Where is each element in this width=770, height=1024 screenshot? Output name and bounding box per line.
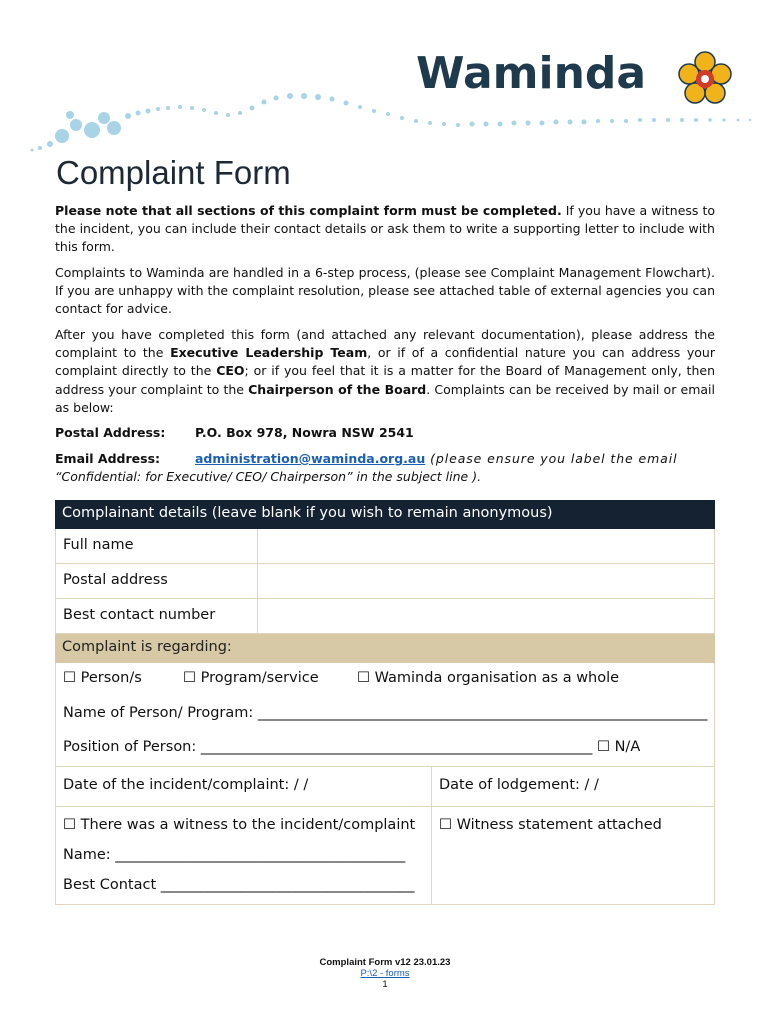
p3-text-g: . Complaints can be received by mail or email as below: <box>55 381 715 415</box>
mandatory-notice: Please note that all sections of this complaint form must be completed. <box>55 203 562 218</box>
waminda-logo <box>416 44 756 108</box>
footer-path-link[interactable]: P:\2 - forms <box>360 968 410 979</box>
intro-paragraph-2: Complaints to Waminda are handled in a 6-step process, (please see Complaint Management Flowchart). If you are unhappy with the complaint resolution, please see attached table of external agencies you can contact for advice. <box>55 265 715 317</box>
email-note: (please ensure you label the email <box>425 451 678 466</box>
complaint-regarding-header: Complaint is regarding: <box>55 634 715 663</box>
executive-leadership-team: Executive Leadership Team <box>170 345 368 361</box>
cell-divider <box>257 599 258 633</box>
ceo: CEO <box>216 363 245 379</box>
organisation-checkbox[interactable]: ☐ Waminda organisation as a whole <box>357 670 620 686</box>
p3-text-e: ; or if you feel that it is a matter for the Board of Management only, then address your complaint to the <box>55 363 715 397</box>
email-address-value <box>195 450 678 468</box>
witness-note: If you have a witness to the incident, you can include their contact details or ask them to write a supporting letter to include with this form. <box>55 203 715 255</box>
cell-divider <box>257 529 258 563</box>
witness-checkbox[interactable]: ☐ There was a witness to the incident/complaint <box>63 817 416 833</box>
postal-address-label: Postal Address: <box>55 425 166 440</box>
cell-divider <box>431 767 432 806</box>
complaint-regarding-block <box>55 663 715 767</box>
name-person-program-field[interactable]: Name of Person/ Program: ______________________________________________________________ <box>63 705 708 721</box>
program-checkbox[interactable]: ☐ Program/service <box>183 670 319 686</box>
witness-name-field[interactable]: Name: ________________________________________ <box>63 847 406 863</box>
p3-text-c: , or if of a confidential nature you can address your complaint directly to the <box>55 345 715 379</box>
email-address-label: Email Address: <box>55 451 161 466</box>
postal-address-value: P.O. Box 978, Nowra NSW 2541 <box>195 425 414 440</box>
footer-version: Complaint Form v12 23.01.23 <box>319 957 451 968</box>
cell-divider <box>431 807 432 904</box>
email-link[interactable]: administration@waminda.org.au <box>195 451 426 466</box>
date-incident-field[interactable]: Date of the incident/complaint: / / <box>63 777 309 793</box>
intro-paragraph-1 <box>55 202 715 257</box>
flower-logo-icon <box>674 48 736 110</box>
witness-contact-field[interactable]: Best Contact ___________________________________ <box>63 877 415 893</box>
cell-divider <box>257 564 258 598</box>
full-name-label: Full name <box>63 537 134 553</box>
page-title: Complaint Form <box>56 154 291 191</box>
p3-text-a: After you have completed this form (and attached any relevant documentation), please address the complaint to the <box>55 327 715 361</box>
page-number: 1 <box>382 979 388 990</box>
intro-paragraph-3 <box>55 326 715 417</box>
dates-row <box>55 767 715 807</box>
logo-wordmark: Waminda <box>416 48 647 99</box>
postal-address-field-label: Postal address <box>63 572 168 588</box>
best-contact-row <box>55 599 715 634</box>
position-person-field[interactable]: Position of Person: ______________________________________________________ ☐ N/A <box>63 739 641 755</box>
witness-statement-checkbox[interactable]: ☐ Witness statement attached <box>439 817 662 833</box>
complaint-form-table <box>55 500 715 905</box>
person-checkbox[interactable]: ☐ Person/s <box>63 670 142 686</box>
date-lodgement-field[interactable]: Date of lodgement: / / <box>439 777 599 793</box>
email-note-subject: “Confidential: for Executive/ CEO/ Chairperson” in the subject line ). <box>55 469 482 484</box>
complainant-details-header: Complainant details (leave blank if you wish to remain anonymous) <box>55 500 715 529</box>
witness-row <box>55 807 715 905</box>
full-name-row <box>55 529 715 564</box>
postal-address-row <box>55 564 715 599</box>
chairperson-of-board: Chairperson of the Board <box>248 381 427 397</box>
best-contact-label: Best contact number <box>63 607 216 623</box>
